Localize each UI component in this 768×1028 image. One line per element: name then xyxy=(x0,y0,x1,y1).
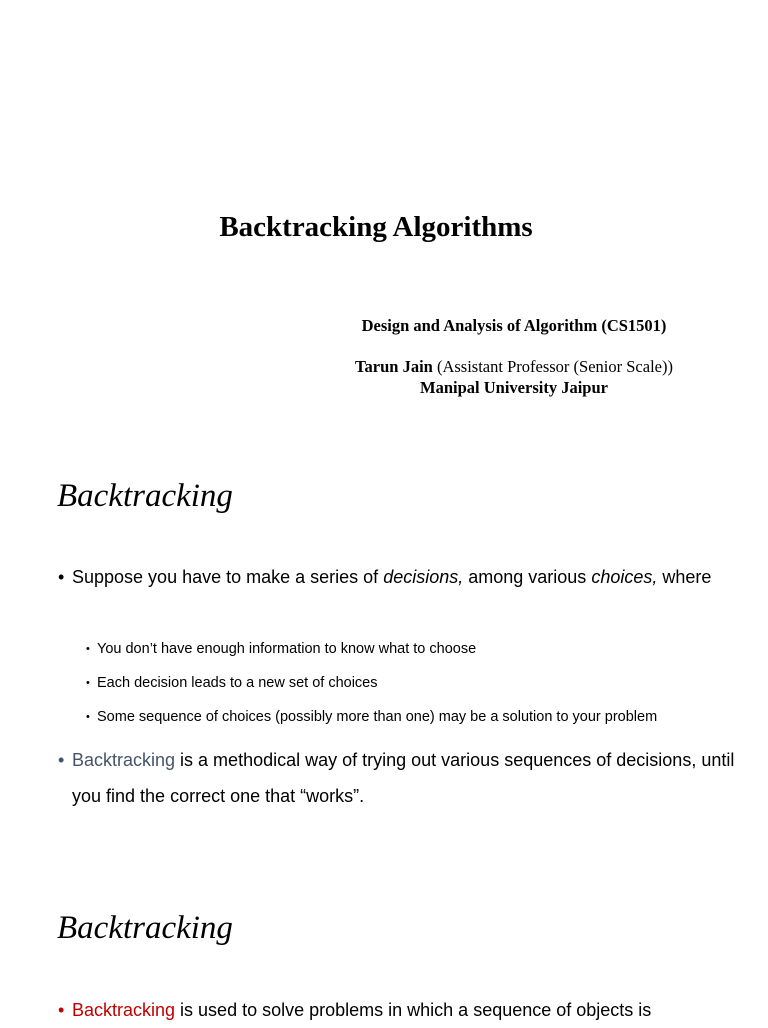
slide-3-heading: Backtracking xyxy=(57,910,233,946)
author-line xyxy=(300,356,728,377)
bullet-text: Suppose you have to make a series of xyxy=(72,567,384,587)
university-name: Manipal University Jaipur xyxy=(420,378,608,397)
presentation-title: Backtracking Algorithms xyxy=(219,211,533,243)
sub-bullet xyxy=(86,707,746,727)
author-name: Tarun Jain xyxy=(355,357,433,376)
bullet-dot-icon: • xyxy=(86,643,90,655)
bullet-dot-icon: • xyxy=(58,567,65,587)
sub-bullet-text: Each decision leads to a new set of choices xyxy=(97,675,378,691)
bullet-decisions xyxy=(58,559,738,595)
emphasis-decisions: decisions, xyxy=(383,567,464,587)
bullet-dot-icon: • xyxy=(58,1000,65,1020)
bullet-dot-icon: • xyxy=(86,677,90,689)
slide-2-heading: Backtracking xyxy=(57,478,233,514)
bullet-backtracking-definition xyxy=(58,742,738,814)
bullet-text: where xyxy=(657,567,712,587)
sub-bullet xyxy=(86,639,746,659)
sub-bullet-text: You don’t have enough information to know what to choose xyxy=(97,641,477,657)
bullet-dot-icon: • xyxy=(58,750,65,770)
bullet-dot-icon: • xyxy=(86,711,90,723)
bullet-text: is a methodical way of trying out various sequences of decisions, until you find the correct one that “works”. xyxy=(72,750,735,806)
term-backtracking: Backtracking xyxy=(72,750,176,770)
bullet-text: among various xyxy=(463,567,592,587)
term-backtracking: Backtracking xyxy=(72,1000,176,1020)
emphasis-choices: choices, xyxy=(591,567,658,587)
bullet-backtracking-usage xyxy=(58,992,738,1028)
sub-bullet xyxy=(86,673,746,693)
author-block xyxy=(300,356,728,398)
bullet-text: is used to solve problems in which a sequence of objects is xyxy=(175,1000,652,1020)
sub-bullet-text: Some sequence of choices (possibly more than one) may be a solution to your problem xyxy=(97,709,658,725)
course-name: Design and Analysis of Algorithm (CS1501) xyxy=(361,316,667,335)
author-role: (Assistant Professor (Senior Scale)) xyxy=(436,357,673,376)
